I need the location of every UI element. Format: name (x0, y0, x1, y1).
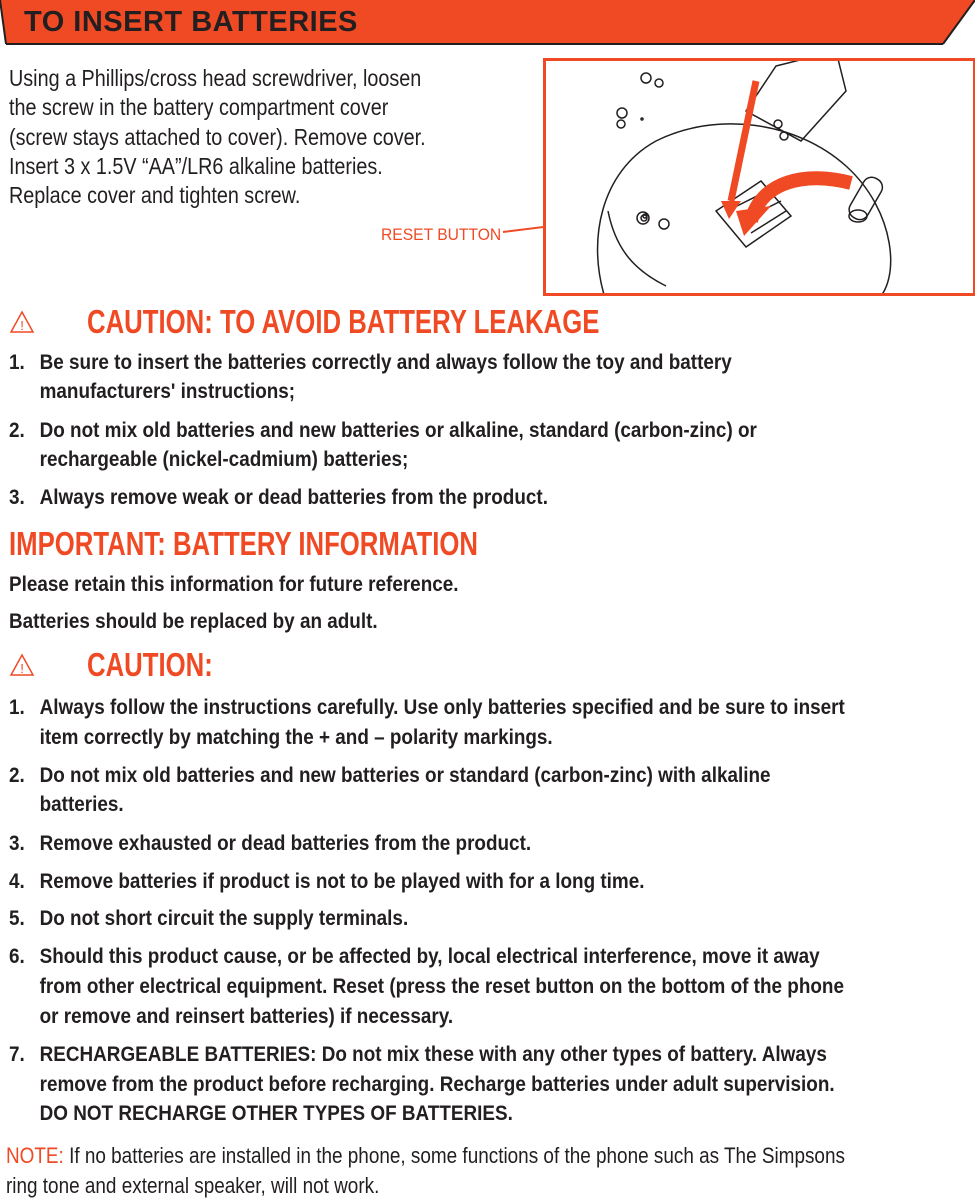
note-paragraph (6, 1141, 845, 1200)
caution-leakage-heading: CAUTION: TO AVOID BATTERY LEAKAGE (87, 303, 599, 341)
warning-triangle-icon (9, 310, 35, 334)
caution-heading: CAUTION: (87, 646, 213, 684)
text-line: Remove batteries if product is not to be played with for a long time. (40, 870, 645, 894)
text-line: Do not mix old batteries and new batteries or standard (carbon-zinc) with alkaline (40, 764, 771, 788)
text-line: Do not short circuit the supply terminals. (40, 907, 409, 931)
item-number: 7. (9, 1043, 25, 1067)
text-line: item correctly by matching the + and – polarity markings. (40, 726, 553, 750)
important-heading: IMPORTANT: BATTERY INFORMATION (9, 525, 478, 563)
note-text: If no batteries are installed in the phone, some functions of the phone such as The Simpsons (64, 1143, 845, 1168)
text-line: RECHARGEABLE BATTERIES: Do not mix these with any other types of battery. Always (40, 1043, 827, 1067)
note-label: NOTE: (6, 1143, 64, 1168)
battery-illustration (543, 58, 975, 296)
warning-triangle-icon (9, 653, 35, 677)
item-number: 3. (9, 832, 25, 856)
reset-button-label: RESET BUTTON (381, 225, 501, 245)
text-line: batteries. (40, 793, 124, 817)
section-title: TO INSERT BATTERIES (24, 6, 358, 39)
text-line: Should this product cause, or be affected by, local electrical interference, move it away (40, 945, 820, 969)
item-number: 2. (9, 419, 25, 443)
text-line: Remove exhausted or dead batteries from the product. (40, 832, 532, 856)
item-number: 6. (9, 945, 25, 969)
item-number: 5. (9, 907, 25, 931)
item-number: 1. (9, 351, 25, 375)
text-line: Using a Phillips/cross head screwdriver, loosen (9, 64, 426, 93)
text-line: or remove and reinsert batteries) if necessary. (40, 1005, 454, 1029)
item-number: 3. (9, 486, 25, 510)
battery-cover (746, 61, 846, 141)
text-line: rechargeable (nickel-cadmium) batteries; (40, 448, 409, 472)
svg-text:!: ! (20, 661, 24, 676)
retain-info-text: Please retain this information for future reference. (9, 573, 459, 597)
text-line: Always follow the instructions carefully. Use only batteries specified and be sure to insert (40, 696, 845, 720)
text-line: Be sure to insert the batteries correctly and always follow the toy and battery (40, 351, 732, 375)
text-line: Replace cover and tighten screw. (9, 181, 426, 210)
item-number: 1. (9, 696, 25, 720)
note-text: ring tone and external speaker, will not work. (6, 1171, 845, 1200)
text-line: the screw in the battery compartment cover (9, 93, 426, 122)
item-number: 4. (9, 870, 25, 894)
svg-text:!: ! (20, 318, 24, 333)
item-number: 2. (9, 764, 25, 788)
text-line: remove from the product before recharging. Recharge batteries under adult supervision. (40, 1073, 835, 1097)
text-line: from other electrical equipment. Reset (press the reset button on the bottom of the phone (40, 975, 844, 999)
text-line: manufacturers' instructions; (40, 380, 296, 404)
adult-replace-text: Batteries should be replaced by an adult. (9, 610, 378, 634)
aa-battery (846, 174, 886, 223)
text-line: Always remove weak or dead batteries from the product. (40, 486, 548, 510)
text-line: Insert 3 x 1.5V “AA”/LR6 alkaline batteries. (9, 152, 426, 181)
text-line: DO NOT RECHARGE OTHER TYPES OF BATTERIES. (40, 1102, 513, 1126)
text-line: (screw stays attached to cover). Remove cover. (9, 123, 426, 152)
text-line: Do not mix old batteries and new batteries or alkaline, standard (carbon-zinc) or (40, 419, 757, 443)
